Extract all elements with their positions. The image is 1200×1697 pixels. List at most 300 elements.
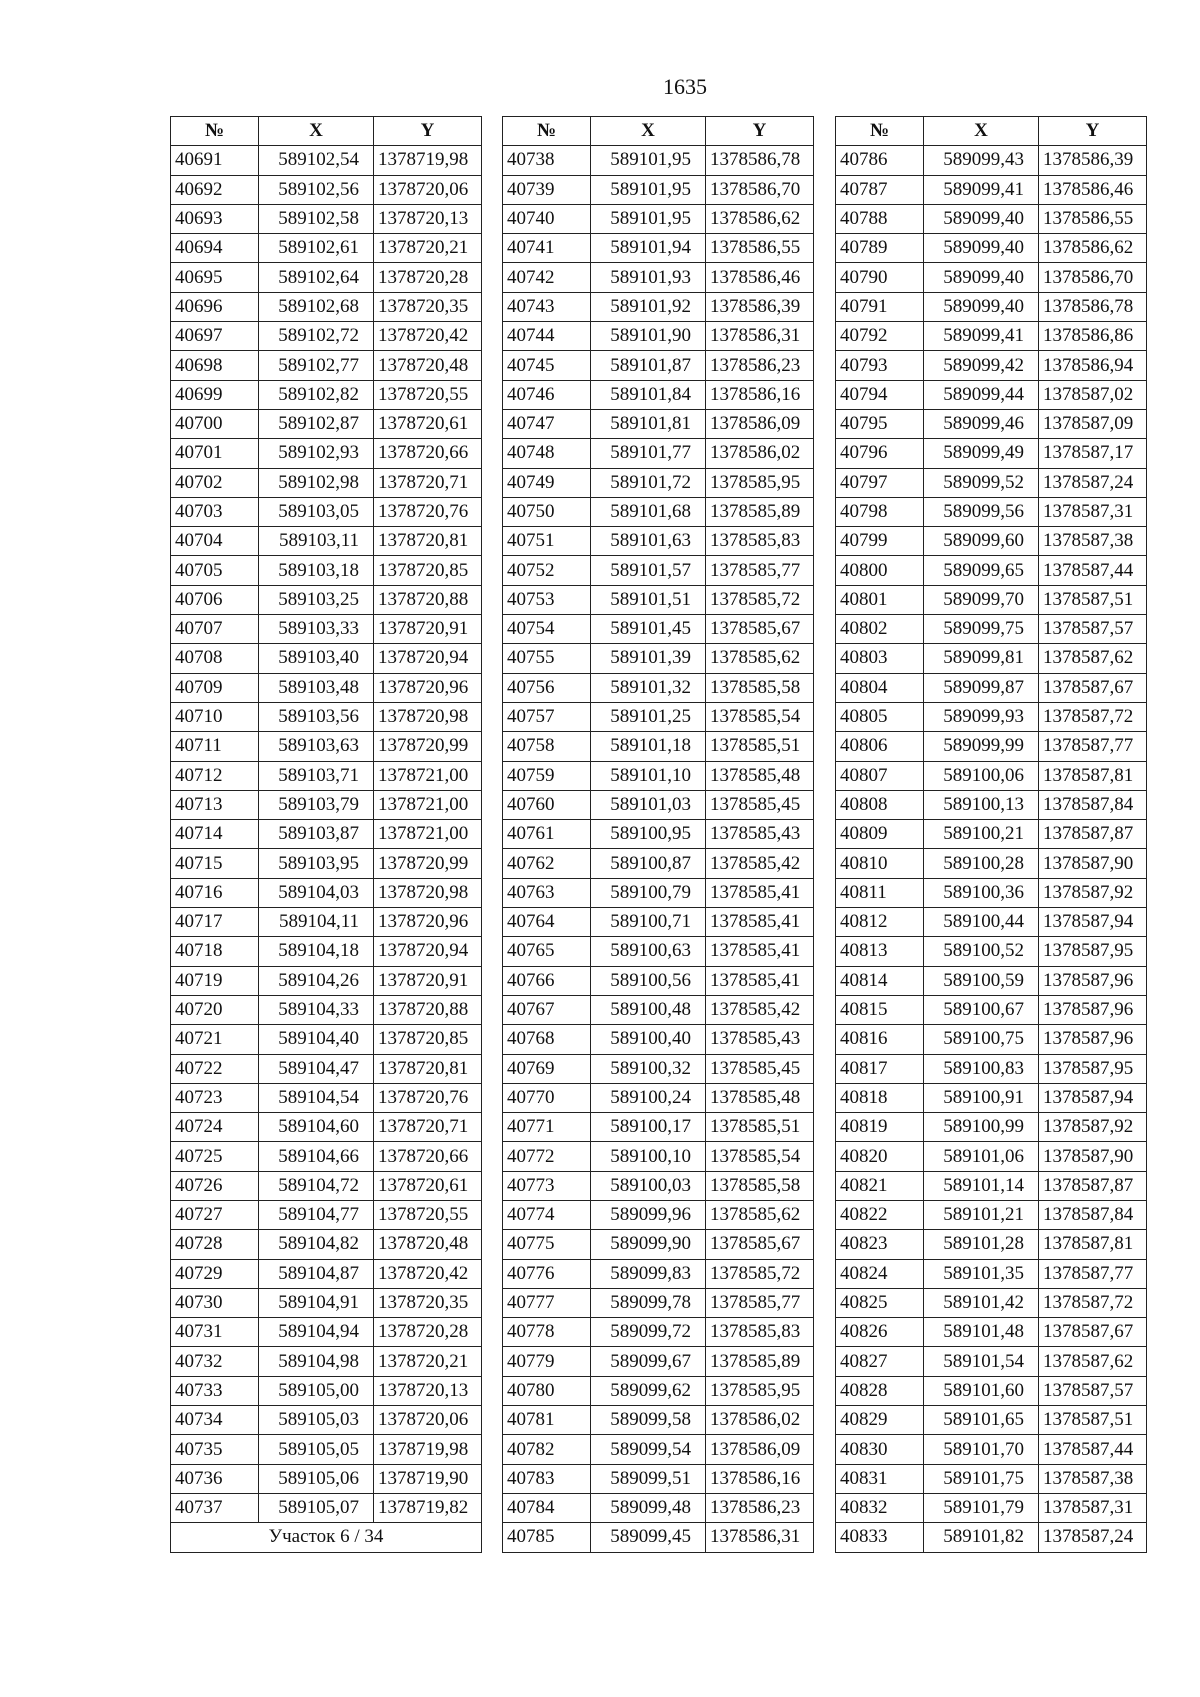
y-coordinate: 1378586,02 bbox=[706, 439, 814, 468]
x-coordinate: 589101,03 bbox=[591, 790, 706, 819]
y-coordinate: 1378720,28 bbox=[374, 1318, 482, 1347]
footer-row bbox=[171, 1523, 482, 1552]
y-coordinate: 1378587,90 bbox=[1039, 849, 1147, 878]
point-number: 40796 bbox=[836, 439, 924, 468]
y-coordinate: 1378585,77 bbox=[706, 556, 814, 585]
x-coordinate: 589102,56 bbox=[259, 175, 374, 204]
point-number: 40757 bbox=[503, 702, 591, 731]
point-number: 40826 bbox=[836, 1318, 924, 1347]
point-number: 40804 bbox=[836, 673, 924, 702]
table-row bbox=[171, 234, 482, 263]
point-number: 40808 bbox=[836, 790, 924, 819]
point-number: 40736 bbox=[171, 1464, 259, 1493]
x-coordinate: 589099,81 bbox=[924, 644, 1039, 673]
x-coordinate: 589099,40 bbox=[924, 292, 1039, 321]
point-number: 40801 bbox=[836, 585, 924, 614]
table-row bbox=[836, 1288, 1147, 1317]
point-number: 40711 bbox=[171, 732, 259, 761]
x-coordinate: 589103,40 bbox=[259, 644, 374, 673]
x-coordinate: 589104,40 bbox=[259, 1025, 374, 1054]
y-coordinate: 1378587,31 bbox=[1039, 497, 1147, 526]
table-row bbox=[836, 175, 1147, 204]
y-coordinate: 1378587,96 bbox=[1039, 995, 1147, 1024]
x-coordinate: 589103,11 bbox=[259, 527, 374, 556]
table-row bbox=[171, 908, 482, 937]
x-coordinate: 589103,71 bbox=[259, 761, 374, 790]
y-coordinate: 1378586,78 bbox=[706, 146, 814, 175]
table-row bbox=[171, 937, 482, 966]
point-number: 40819 bbox=[836, 1113, 924, 1142]
y-coordinate: 1378720,48 bbox=[374, 351, 482, 380]
x-coordinate: 589101,75 bbox=[924, 1464, 1039, 1493]
table-row bbox=[503, 1025, 814, 1054]
point-number: 40738 bbox=[503, 146, 591, 175]
y-coordinate: 1378720,06 bbox=[374, 1406, 482, 1435]
y-coordinate: 1378587,62 bbox=[1039, 1347, 1147, 1376]
point-number: 40746 bbox=[503, 380, 591, 409]
y-coordinate: 1378720,98 bbox=[374, 878, 482, 907]
table-row bbox=[836, 1523, 1147, 1552]
table-row bbox=[503, 1464, 814, 1493]
point-number: 40774 bbox=[503, 1200, 591, 1229]
table-row bbox=[171, 497, 482, 526]
point-number: 40767 bbox=[503, 995, 591, 1024]
y-coordinate: 1378586,23 bbox=[706, 1493, 814, 1522]
x-coordinate: 589105,05 bbox=[259, 1435, 374, 1464]
table-row bbox=[836, 439, 1147, 468]
table-row bbox=[503, 1523, 814, 1552]
x-coordinate: 589100,17 bbox=[591, 1113, 706, 1142]
y-coordinate: 1378587,87 bbox=[1039, 820, 1147, 849]
point-number: 40692 bbox=[171, 175, 259, 204]
table-row bbox=[503, 1200, 814, 1229]
table-row bbox=[503, 1259, 814, 1288]
point-number: 40723 bbox=[171, 1083, 259, 1112]
table-row bbox=[503, 908, 814, 937]
table-row bbox=[836, 1347, 1147, 1376]
x-coordinate: 589104,54 bbox=[259, 1083, 374, 1112]
y-coordinate: 1378719,90 bbox=[374, 1464, 482, 1493]
point-number: 40750 bbox=[503, 497, 591, 526]
y-coordinate: 1378720,13 bbox=[374, 1376, 482, 1405]
point-number: 40749 bbox=[503, 468, 591, 497]
point-number: 40763 bbox=[503, 878, 591, 907]
table-row bbox=[171, 1259, 482, 1288]
y-coordinate: 1378585,42 bbox=[706, 849, 814, 878]
x-coordinate: 589104,87 bbox=[259, 1259, 374, 1288]
point-number: 40795 bbox=[836, 409, 924, 438]
y-coordinate: 1378587,87 bbox=[1039, 1171, 1147, 1200]
y-coordinate: 1378587,72 bbox=[1039, 702, 1147, 731]
y-coordinate: 1378586,55 bbox=[706, 234, 814, 263]
table-row bbox=[503, 878, 814, 907]
point-number: 40691 bbox=[171, 146, 259, 175]
table-row bbox=[836, 1083, 1147, 1112]
table-row bbox=[836, 497, 1147, 526]
y-coordinate: 1378585,83 bbox=[706, 527, 814, 556]
point-number: 40800 bbox=[836, 556, 924, 585]
x-coordinate: 589102,77 bbox=[259, 351, 374, 380]
point-number: 40788 bbox=[836, 204, 924, 233]
x-coordinate: 589100,59 bbox=[924, 966, 1039, 995]
y-coordinate: 1378586,16 bbox=[706, 380, 814, 409]
point-number: 40731 bbox=[171, 1318, 259, 1347]
y-coordinate: 1378586,39 bbox=[1039, 146, 1147, 175]
x-coordinate: 589104,66 bbox=[259, 1142, 374, 1171]
y-coordinate: 1378587,38 bbox=[1039, 1464, 1147, 1493]
y-coordinate: 1378720,91 bbox=[374, 615, 482, 644]
y-coordinate: 1378587,92 bbox=[1039, 878, 1147, 907]
y-coordinate: 1378587,95 bbox=[1039, 1054, 1147, 1083]
point-number: 40777 bbox=[503, 1288, 591, 1317]
x-coordinate: 589099,65 bbox=[924, 556, 1039, 585]
coordinate-table-3 bbox=[835, 116, 1147, 1553]
x-coordinate: 589104,26 bbox=[259, 966, 374, 995]
x-coordinate: 589102,61 bbox=[259, 234, 374, 263]
y-coordinate: 1378587,94 bbox=[1039, 908, 1147, 937]
x-coordinate: 589101,14 bbox=[924, 1171, 1039, 1200]
x-coordinate: 589102,82 bbox=[259, 380, 374, 409]
x-coordinate: 589099,78 bbox=[591, 1288, 706, 1317]
x-coordinate: 589101,65 bbox=[924, 1406, 1039, 1435]
y-coordinate: 1378586,09 bbox=[706, 409, 814, 438]
point-number: 40814 bbox=[836, 966, 924, 995]
header-x: X bbox=[591, 117, 706, 146]
x-coordinate: 589099,62 bbox=[591, 1376, 706, 1405]
table-row bbox=[836, 1113, 1147, 1142]
x-coordinate: 589103,48 bbox=[259, 673, 374, 702]
point-number: 40726 bbox=[171, 1171, 259, 1200]
point-number: 40761 bbox=[503, 820, 591, 849]
y-coordinate: 1378720,85 bbox=[374, 1025, 482, 1054]
table-row bbox=[503, 204, 814, 233]
table-row bbox=[836, 908, 1147, 937]
point-number: 40792 bbox=[836, 322, 924, 351]
table-row bbox=[503, 1142, 814, 1171]
table-row bbox=[171, 761, 482, 790]
y-coordinate: 1378587,17 bbox=[1039, 439, 1147, 468]
point-number: 40715 bbox=[171, 849, 259, 878]
x-coordinate: 589099,48 bbox=[591, 1493, 706, 1522]
y-coordinate: 1378720,06 bbox=[374, 175, 482, 204]
point-number: 40782 bbox=[503, 1435, 591, 1464]
x-coordinate: 589100,24 bbox=[591, 1083, 706, 1112]
x-coordinate: 589099,40 bbox=[924, 234, 1039, 263]
x-coordinate: 589102,87 bbox=[259, 409, 374, 438]
y-coordinate: 1378587,77 bbox=[1039, 732, 1147, 761]
y-coordinate: 1378720,76 bbox=[374, 1083, 482, 1112]
x-coordinate: 589101,18 bbox=[591, 732, 706, 761]
x-coordinate: 589099,72 bbox=[591, 1318, 706, 1347]
point-number: 40786 bbox=[836, 146, 924, 175]
y-coordinate: 1378587,57 bbox=[1039, 1376, 1147, 1405]
x-coordinate: 589105,00 bbox=[259, 1376, 374, 1405]
x-coordinate: 589099,52 bbox=[924, 468, 1039, 497]
table-row bbox=[171, 1142, 482, 1171]
y-coordinate: 1378586,55 bbox=[1039, 204, 1147, 233]
table-row bbox=[171, 966, 482, 995]
x-coordinate: 589100,87 bbox=[591, 849, 706, 878]
table-row bbox=[503, 966, 814, 995]
x-coordinate: 589101,39 bbox=[591, 644, 706, 673]
x-coordinate: 589104,03 bbox=[259, 878, 374, 907]
point-number: 40810 bbox=[836, 849, 924, 878]
header-y: Y bbox=[706, 117, 814, 146]
point-number: 40703 bbox=[171, 497, 259, 526]
table-row bbox=[503, 1113, 814, 1142]
y-coordinate: 1378587,67 bbox=[1039, 673, 1147, 702]
table-row bbox=[171, 615, 482, 644]
table-row bbox=[503, 732, 814, 761]
y-coordinate: 1378720,13 bbox=[374, 204, 482, 233]
x-coordinate: 589103,63 bbox=[259, 732, 374, 761]
table-row bbox=[836, 1142, 1147, 1171]
x-coordinate: 589099,45 bbox=[591, 1523, 706, 1552]
y-coordinate: 1378585,72 bbox=[706, 1259, 814, 1288]
x-coordinate: 589102,93 bbox=[259, 439, 374, 468]
point-number: 40771 bbox=[503, 1113, 591, 1142]
table-row bbox=[836, 556, 1147, 585]
table-row bbox=[171, 322, 482, 351]
table-row bbox=[171, 1318, 482, 1347]
point-number: 40693 bbox=[171, 204, 259, 233]
point-number: 40755 bbox=[503, 644, 591, 673]
table-row bbox=[836, 1493, 1147, 1522]
point-number: 40718 bbox=[171, 937, 259, 966]
y-coordinate: 1378587,96 bbox=[1039, 1025, 1147, 1054]
point-number: 40815 bbox=[836, 995, 924, 1024]
y-coordinate: 1378585,54 bbox=[706, 1142, 814, 1171]
y-coordinate: 1378586,62 bbox=[1039, 234, 1147, 263]
table-row bbox=[503, 1376, 814, 1405]
point-number: 40700 bbox=[171, 409, 259, 438]
table-row bbox=[171, 1288, 482, 1317]
x-coordinate: 589100,91 bbox=[924, 1083, 1039, 1112]
point-number: 40831 bbox=[836, 1464, 924, 1493]
x-coordinate: 589101,68 bbox=[591, 497, 706, 526]
point-number: 40719 bbox=[171, 966, 259, 995]
y-coordinate: 1378585,42 bbox=[706, 995, 814, 1024]
table-row bbox=[171, 263, 482, 292]
table-row bbox=[503, 527, 814, 556]
table-row bbox=[503, 615, 814, 644]
y-coordinate: 1378721,00 bbox=[374, 790, 482, 819]
table-row bbox=[171, 732, 482, 761]
point-number: 40740 bbox=[503, 204, 591, 233]
table-row bbox=[836, 673, 1147, 702]
y-coordinate: 1378585,67 bbox=[706, 615, 814, 644]
point-number: 40820 bbox=[836, 1142, 924, 1171]
point-number: 40735 bbox=[171, 1435, 259, 1464]
point-number: 40817 bbox=[836, 1054, 924, 1083]
y-coordinate: 1378587,51 bbox=[1039, 1406, 1147, 1435]
x-coordinate: 589099,96 bbox=[591, 1200, 706, 1229]
table-row bbox=[171, 1083, 482, 1112]
table-row bbox=[836, 615, 1147, 644]
y-coordinate: 1378585,58 bbox=[706, 1171, 814, 1200]
table-row bbox=[503, 1318, 814, 1347]
point-number: 40744 bbox=[503, 322, 591, 351]
x-coordinate: 589100,36 bbox=[924, 878, 1039, 907]
x-coordinate: 589101,54 bbox=[924, 1347, 1039, 1376]
x-coordinate: 589100,52 bbox=[924, 937, 1039, 966]
coordinate-table-2 bbox=[502, 116, 814, 1553]
x-coordinate: 589101,77 bbox=[591, 439, 706, 468]
x-coordinate: 589101,21 bbox=[924, 1200, 1039, 1229]
point-number: 40787 bbox=[836, 175, 924, 204]
x-coordinate: 589101,57 bbox=[591, 556, 706, 585]
y-coordinate: 1378586,23 bbox=[706, 351, 814, 380]
table-row bbox=[171, 585, 482, 614]
y-coordinate: 1378720,55 bbox=[374, 380, 482, 409]
point-number: 40793 bbox=[836, 351, 924, 380]
x-coordinate: 589101,84 bbox=[591, 380, 706, 409]
table-row bbox=[171, 1376, 482, 1405]
table-row bbox=[171, 790, 482, 819]
y-coordinate: 1378586,02 bbox=[706, 1406, 814, 1435]
x-coordinate: 589100,83 bbox=[924, 1054, 1039, 1083]
table-row bbox=[503, 1288, 814, 1317]
point-number: 40780 bbox=[503, 1376, 591, 1405]
point-number: 40765 bbox=[503, 937, 591, 966]
x-coordinate: 589099,93 bbox=[924, 702, 1039, 731]
point-number: 40807 bbox=[836, 761, 924, 790]
table-row bbox=[503, 439, 814, 468]
page-number: 1635 bbox=[663, 74, 707, 99]
table-row bbox=[836, 644, 1147, 673]
table-row bbox=[171, 556, 482, 585]
y-coordinate: 1378585,48 bbox=[706, 1083, 814, 1112]
x-coordinate: 589100,03 bbox=[591, 1171, 706, 1200]
x-coordinate: 589101,51 bbox=[591, 585, 706, 614]
table-row bbox=[503, 263, 814, 292]
y-coordinate: 1378585,89 bbox=[706, 1347, 814, 1376]
table-row bbox=[836, 527, 1147, 556]
point-number: 40783 bbox=[503, 1464, 591, 1493]
point-number: 40770 bbox=[503, 1083, 591, 1112]
x-coordinate: 589101,79 bbox=[924, 1493, 1039, 1522]
y-coordinate: 1378720,61 bbox=[374, 1171, 482, 1200]
point-number: 40705 bbox=[171, 556, 259, 585]
x-coordinate: 589105,03 bbox=[259, 1406, 374, 1435]
y-coordinate: 1378720,35 bbox=[374, 292, 482, 321]
table-row bbox=[171, 995, 482, 1024]
x-coordinate: 589102,98 bbox=[259, 468, 374, 497]
table-row bbox=[836, 849, 1147, 878]
point-number: 40832 bbox=[836, 1493, 924, 1522]
y-coordinate: 1378586,31 bbox=[706, 322, 814, 351]
point-number: 40752 bbox=[503, 556, 591, 585]
x-coordinate: 589099,42 bbox=[924, 351, 1039, 380]
point-number: 40694 bbox=[171, 234, 259, 263]
point-number: 40794 bbox=[836, 380, 924, 409]
table-row bbox=[503, 351, 814, 380]
y-coordinate: 1378585,41 bbox=[706, 937, 814, 966]
table-row bbox=[503, 702, 814, 731]
point-number: 40778 bbox=[503, 1318, 591, 1347]
table-row bbox=[171, 292, 482, 321]
point-number: 40751 bbox=[503, 527, 591, 556]
table-row bbox=[503, 1406, 814, 1435]
table-row bbox=[171, 468, 482, 497]
y-coordinate: 1378720,28 bbox=[374, 263, 482, 292]
x-coordinate: 589104,18 bbox=[259, 937, 374, 966]
table-row bbox=[171, 849, 482, 878]
x-coordinate: 589099,58 bbox=[591, 1406, 706, 1435]
point-number: 40748 bbox=[503, 439, 591, 468]
y-coordinate: 1378587,24 bbox=[1039, 468, 1147, 497]
x-coordinate: 589101,72 bbox=[591, 468, 706, 497]
table-row bbox=[836, 380, 1147, 409]
x-coordinate: 589103,18 bbox=[259, 556, 374, 585]
y-coordinate: 1378720,98 bbox=[374, 702, 482, 731]
y-coordinate: 1378587,92 bbox=[1039, 1113, 1147, 1142]
table-row bbox=[503, 1230, 814, 1259]
table-row bbox=[171, 1025, 482, 1054]
y-coordinate: 1378586,62 bbox=[706, 204, 814, 233]
y-coordinate: 1378585,95 bbox=[706, 468, 814, 497]
x-coordinate: 589103,95 bbox=[259, 849, 374, 878]
y-coordinate: 1378585,43 bbox=[706, 1025, 814, 1054]
x-coordinate: 589103,79 bbox=[259, 790, 374, 819]
point-number: 40702 bbox=[171, 468, 259, 497]
table-row bbox=[836, 937, 1147, 966]
x-coordinate: 589100,67 bbox=[924, 995, 1039, 1024]
y-coordinate: 1378587,90 bbox=[1039, 1142, 1147, 1171]
y-coordinate: 1378720,96 bbox=[374, 908, 482, 937]
table-row bbox=[836, 966, 1147, 995]
table-row bbox=[836, 1230, 1147, 1259]
x-coordinate: 589100,10 bbox=[591, 1142, 706, 1171]
y-coordinate: 1378585,67 bbox=[706, 1230, 814, 1259]
x-coordinate: 589099,90 bbox=[591, 1230, 706, 1259]
point-number: 40727 bbox=[171, 1200, 259, 1229]
x-coordinate: 589099,70 bbox=[924, 585, 1039, 614]
table-row bbox=[171, 1171, 482, 1200]
x-coordinate: 589101,06 bbox=[924, 1142, 1039, 1171]
coordinate-table-1 bbox=[170, 116, 482, 1553]
x-coordinate: 589101,81 bbox=[591, 409, 706, 438]
table-row bbox=[836, 1406, 1147, 1435]
x-coordinate: 589101,95 bbox=[591, 175, 706, 204]
point-number: 40827 bbox=[836, 1347, 924, 1376]
header-row bbox=[836, 117, 1147, 146]
y-coordinate: 1378587,24 bbox=[1039, 1523, 1147, 1552]
y-coordinate: 1378587,38 bbox=[1039, 527, 1147, 556]
x-coordinate: 589103,33 bbox=[259, 615, 374, 644]
y-coordinate: 1378720,66 bbox=[374, 439, 482, 468]
point-number: 40696 bbox=[171, 292, 259, 321]
table-row bbox=[503, 497, 814, 526]
point-number: 40733 bbox=[171, 1376, 259, 1405]
y-coordinate: 1378720,21 bbox=[374, 234, 482, 263]
header-y: Y bbox=[1039, 117, 1147, 146]
table-row bbox=[503, 1083, 814, 1112]
y-coordinate: 1378719,98 bbox=[374, 146, 482, 175]
point-number: 40759 bbox=[503, 761, 591, 790]
point-number: 40721 bbox=[171, 1025, 259, 1054]
y-coordinate: 1378585,62 bbox=[706, 1200, 814, 1229]
y-coordinate: 1378585,83 bbox=[706, 1318, 814, 1347]
point-number: 40706 bbox=[171, 585, 259, 614]
point-number: 40766 bbox=[503, 966, 591, 995]
point-number: 40811 bbox=[836, 878, 924, 907]
point-number: 40776 bbox=[503, 1259, 591, 1288]
point-number: 40699 bbox=[171, 380, 259, 409]
table-row bbox=[503, 1435, 814, 1464]
table-row bbox=[171, 673, 482, 702]
point-number: 40802 bbox=[836, 615, 924, 644]
